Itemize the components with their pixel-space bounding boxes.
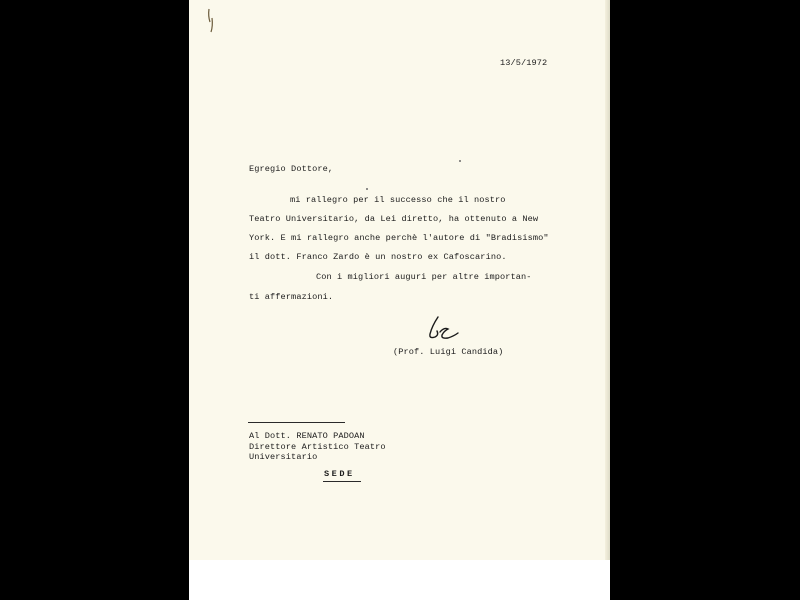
- sender-name: (Prof. Luigi Candida): [393, 347, 504, 357]
- address-divider: [248, 422, 345, 423]
- body-line: Teatro Universitario, da Lei diretto, ha ottenuto a New: [249, 214, 539, 224]
- body-line: mi rallegro per il successo che il nostro: [290, 195, 506, 205]
- body-line: York. E mi rallegro anche perchè l'autore di "Bradisismo": [249, 233, 549, 243]
- letter-date: 13/5/1972: [500, 58, 548, 68]
- paper-speck: [459, 160, 461, 162]
- recipient-line: Universitario: [249, 452, 318, 462]
- page-edge-shadow: [605, 0, 610, 560]
- recipient-line: Al Dott. RENATO PADOAN: [249, 431, 365, 441]
- handwritten-signature-icon: [424, 314, 464, 342]
- body-line: ti affermazioni.: [249, 292, 334, 302]
- body-line: Con i migliori auguri per altre importan-: [316, 272, 532, 282]
- punch-hole-mark-icon: [207, 8, 215, 34]
- page-bottom-margin: [189, 560, 610, 600]
- recipient-line: Direttore Artistico Teatro: [249, 442, 386, 452]
- body-line: il dott. Franco Zardo è un nostro ex Cafoscarino.: [249, 252, 507, 262]
- salutation: Egregio Dottore,: [249, 164, 334, 174]
- place-label: SEDE: [324, 469, 355, 479]
- place-underline: [323, 481, 361, 482]
- paper-speck: [366, 188, 368, 190]
